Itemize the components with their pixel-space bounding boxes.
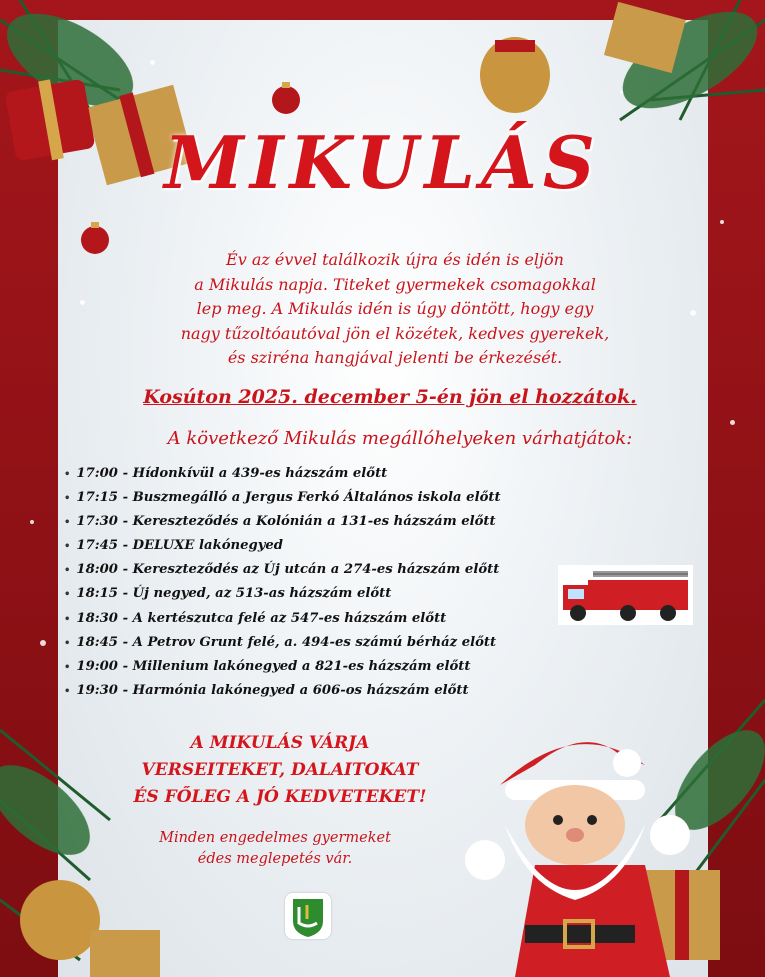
- intro-line: Év az évvel találkozik újra és idén is eljön: [226, 250, 564, 269]
- stop-item: • 18:15 - Új negyed, az 513-as házszám előtt: [64, 582, 501, 606]
- callout-line: A MIKULÁS VÁRJA: [190, 733, 370, 753]
- event-date: Kosúton 2025. december 5-én jön el hozzátok.: [143, 386, 637, 408]
- stop-item: • 17:45 - DELUXE lakónegyed: [64, 534, 501, 558]
- santa-claus-icon: [455, 725, 715, 977]
- promise-line: édes meglepetés vár.: [197, 851, 353, 867]
- stop-item: • 18:45 - A Petrov Grunt felé, a. 494-es számú bérház előtt: [64, 631, 501, 655]
- intro-line: nagy tűzoltóautóval jön el közétek, kedves gyerekek,: [180, 323, 610, 343]
- promise-text: [110, 828, 440, 870]
- intro-line: a Mikulás napja. Titeket gyermekek csomagokkal: [194, 274, 596, 294]
- stop-item: • 17:00 - Hídonkívül a 439-es házszám előtt: [64, 462, 501, 486]
- intro-text: [95, 248, 695, 371]
- intro-line: és sziréna hangjával jelenti be érkezését.: [227, 348, 563, 367]
- stop-item: • 18:00 - Kereszteződés az Új utcán a 274-es házszám előtt: [64, 558, 501, 582]
- callout-line: VERSEITEKET, DALAITOKAT: [141, 760, 419, 780]
- stop-item: • 17:15 - Buszmegálló a Jergus Ferkó Általános iskola előtt: [64, 486, 501, 510]
- callout-line: ÉS FŐLEG A JÓ KEDVETEKET!: [133, 787, 427, 807]
- stops-heading: A következő Mikulás megállóhelyeken várhatjátok:: [167, 428, 633, 449]
- callout-text: [120, 730, 440, 811]
- intro-line: lep meg. A Mikulás idén is úgy döntött, hogy egy: [196, 299, 594, 318]
- fire-truck-icon: [558, 565, 693, 625]
- stop-item: • 19:00 - Millenium lakónegyed a 821-es házszám előtt: [64, 655, 501, 679]
- stop-item: • 18:30 - A kertészutca felé az 547-es házszám előtt: [64, 607, 501, 631]
- stop-list: [64, 462, 501, 703]
- stop-item: • 19:30 - Harmónia lakónegyed a 606-os házszám előtt: [64, 679, 501, 703]
- municipality-logo-icon: [285, 893, 331, 939]
- page-title: MIKULÁS: [164, 120, 601, 205]
- stop-item: • 17:30 - Kereszteződés a Kolónián a 131-es házszám előtt: [64, 510, 501, 534]
- promise-line: Minden engedelmes gyermeket: [159, 830, 391, 846]
